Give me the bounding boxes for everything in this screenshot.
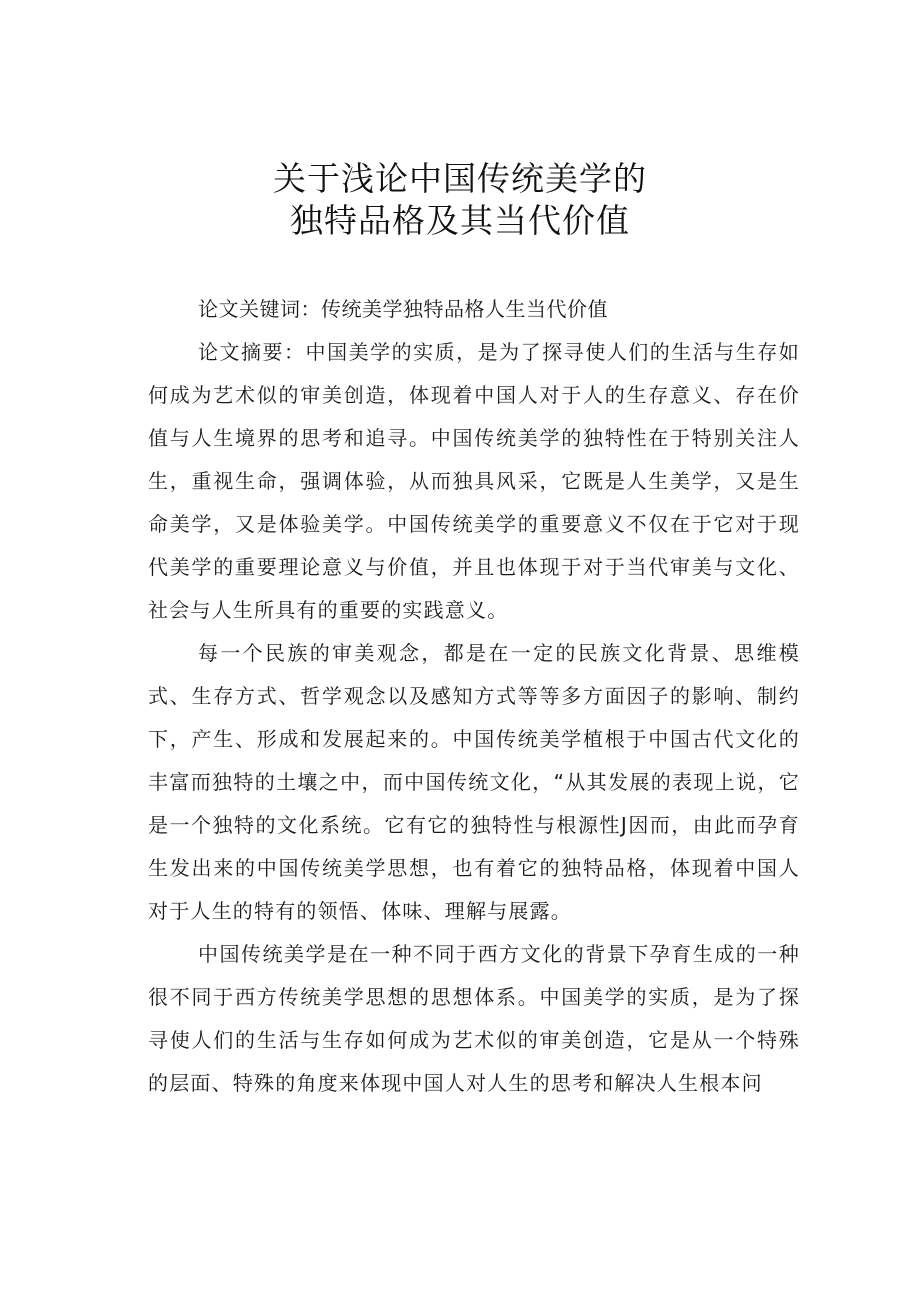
document-body: [148, 288, 800, 1105]
title-line-2: 独特品格及其当代价值: [290, 201, 630, 240]
keywords-line: 论文关键词：传统美学独特品格人生当代价值: [198, 297, 608, 321]
title-line-1: 关于浅论中国传统美学的: [273, 159, 647, 198]
abstract-paragraph: 论文摘要：中国美学的实质，是为了探寻使人们的生活与生存如何成为艺术似的审美创造，体现着中国人对于人的生存意义、存在价值与人生境界的思考和追寻。中国传统美学的独特性在于特别关注人生，重视生命，强调体验，从而独具风采，它既是人生美学，又是生命美学，又是体验美学。中国传统美学的重要意义不仅在于它对于现代美学的重要理论意义与价值，并且也体现于对于当代审美与文化、社会与人生所具有的重要的实践意义。: [148, 340, 800, 622]
body-paragraph: 每一个民族的审美观念，都是在一定的民族文化背景、思维模式、生存方式、哲学观念以及感知方式等等多方面因子的影响、制约下，产生、形成和发展起来的。中国传统美学植根于中国古代文化的丰富而独特的土壤之中，而中国传统文化，“从其发展的表现上说，它是一个独特的文化系统。它有它的独特性与根源性J因而，由此而孕育生发出来的中国传统美学思想，也有着它的独特品格，体现着中国人对于人生的特有的领悟、体味、理解与展露。: [148, 641, 800, 923]
body-paragraph: 中国传统美学是在一种不同于西方文化的背景下孕育生成的一种很不同于西方传统美学思想的思想体系。中国美学的实质，是为了探寻使人们的生活与生存如何成为艺术似的审美创造，它是从一个特殊的层面、特殊的角度来体现中国人对人生的思考和解决人生根本问: [148, 942, 800, 1095]
document-title: [0, 158, 920, 242]
